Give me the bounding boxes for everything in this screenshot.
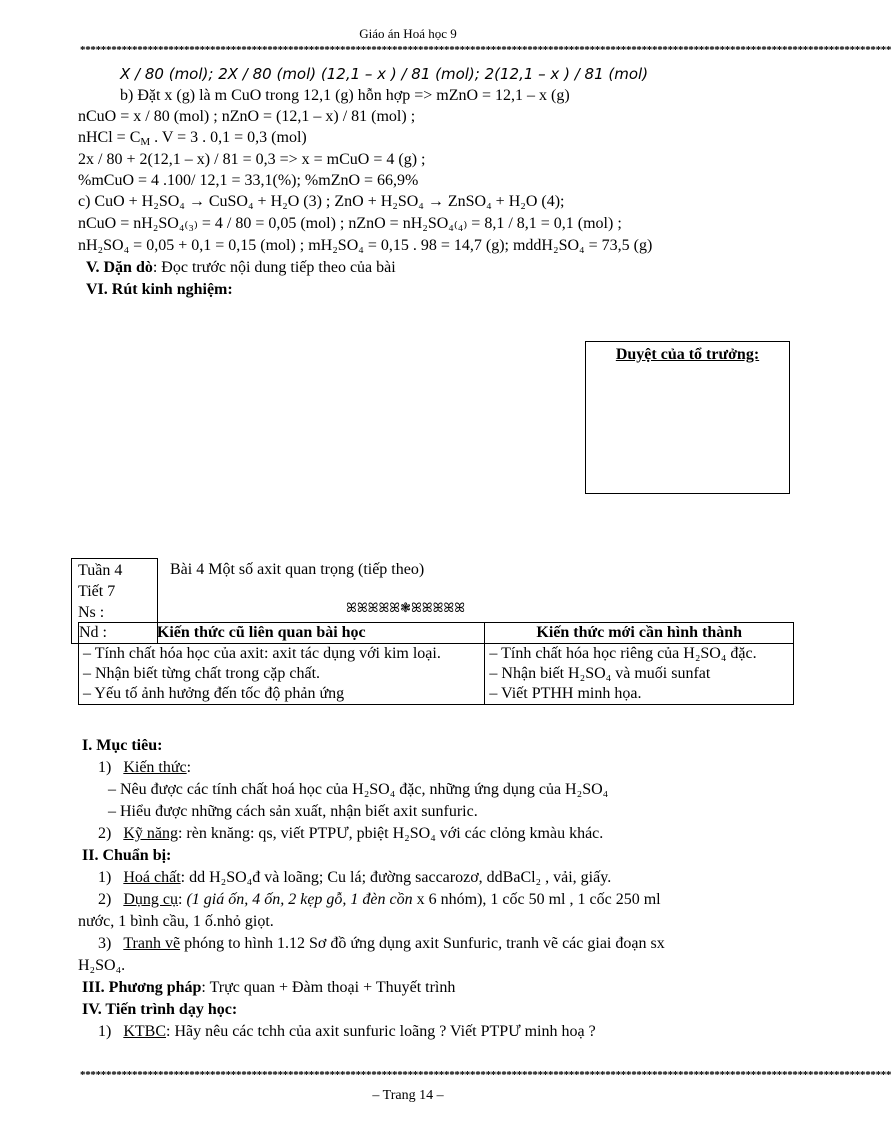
objectives-knowledge: [98, 758, 191, 778]
knowledge-table: [78, 622, 794, 705]
objectives-k1: – Nêu được các tính chất hoá học của H₂SO₄ đặc, những ứng dụng của H₂SO₄: [108, 781, 609, 798]
process-ktbc: [98, 1022, 596, 1042]
preparation-drawings-cont: H₂SO₄.: [78, 957, 126, 974]
lesson-ornament: ꕤꕤꕤꕤꕤ❃ꕤꕤꕤꕤꕤ: [346, 601, 466, 616]
solution-line-eq: 2x / 80 + 2(12,1 – x) / 81 = 0,3 => x = mCuO = 4 (g) ;: [78, 151, 426, 168]
section-vi-label: VI. Rút kinh nghiệm:: [86, 281, 233, 298]
skills-text: : rèn knăng: qs, viết PTPƯ, pbiệt H₂SO₄ với các clỏng kmàu khác.: [177, 825, 604, 842]
footer-separator: ************************************************************************************************************************************************************: [80, 1069, 891, 1081]
lesson-nd: Nd :: [79, 624, 107, 641]
process-heading-text: IV. Tiến trình dạy học:: [82, 1001, 238, 1018]
old-knowledge-item: – Nhận biết từng chất trong cặp chất.: [83, 665, 321, 682]
ktbc-text: : Hãy nêu các tchh của axit sunfuric loãng ? Viết PTPƯ minh hoạ ?: [166, 1023, 596, 1040]
chemicals-label: Hoá chất: [123, 869, 181, 886]
ktbc-label: KTBC: [123, 1023, 166, 1040]
old-knowledge-item: – Tính chất hóa học của axit: axit tác dụng với kim loại.: [83, 645, 441, 662]
approval-box-title: Duyệt của tổ trưởng:: [615, 346, 760, 363]
objectives-k2: – Hiểu được những cách sản xuất, nhận biết axit sunfuric.: [108, 803, 478, 820]
new-knowledge-item: – Nhận biết H₂SO₄ và muối sunfat: [489, 665, 711, 682]
lesson-tiet: Tiết 7: [78, 583, 116, 600]
preparation-heading-text: II. Chuẩn bị:: [82, 847, 172, 864]
knowledge-label: Kiến thức: [123, 759, 187, 776]
drawings-num: 3): [98, 935, 112, 952]
lesson-ns: Ns :: [78, 604, 105, 621]
col-new-knowledge: Kiến thức mới cần hình thành: [485, 623, 794, 644]
new-knowledge-cell: [485, 644, 794, 705]
solution-line-n2: nCuO = nH₂SO₄₍₃₎ = 4 / 80 = 0,05 (mol) ; nZnO = nH₂SO₄₍₄₎ = 8,1 / 8,1 = 0,1 (mol) ;: [78, 215, 622, 232]
preparation-tools: 2) Dụng cụ: (1 giá ốn, 4 ốn, 2 kẹp gỗ, 1 đèn cồn x 6 nhóm), 1 cốc 50 ml , 1 cốc 250 ml: [98, 891, 661, 908]
knowledge-table-header-row: [79, 623, 794, 644]
preparation-chemicals: [98, 868, 611, 888]
drawings-label: Tranh vẽ: [123, 935, 181, 952]
knowledge-colon: :: [186, 759, 192, 776]
solution-line-0: X / 80 (mol); 2X / 80 (mol) (12,1 – x ) / 81 (mol); 2(12,1 – x ) / 81 (mol): [120, 65, 649, 83]
objectives-skills: [98, 824, 603, 844]
method-label: III. Phương pháp: [82, 979, 202, 996]
solution-line-c: c) CuO + H₂SO₄ → CuSO₄ + H₂O (3) ; ZnO + H₂SO₄ → ZnSO₄ + H₂O (4);: [78, 193, 565, 210]
lesson-nd-cell: [79, 623, 153, 644]
header-separator: ************************************************************************************************************************************************************: [80, 44, 891, 56]
page-header-title: Giáo án Hoá học 9: [359, 26, 457, 41]
old-knowledge-cell: [79, 644, 485, 705]
new-knowledge-item: – Viết PTHH minh họa.: [489, 685, 642, 702]
hcl-sub: M: [140, 136, 151, 148]
section-v-label: V. Dặn dò: [86, 259, 153, 276]
new-knowledge-item: – Tính chất hóa học riêng của H₂SO₄ đặc.: [489, 645, 757, 662]
skills-label: Kỹ năng: [123, 825, 178, 842]
solution-line-n1: nCuO = x / 80 (mol) ; nZnO = (12,1 – x) / 81 (mol) ;: [78, 108, 416, 125]
section-v-text: : Đọc trước nội dung tiếp theo của bài: [152, 259, 396, 276]
knowledge-num: 1): [98, 759, 112, 776]
solution-line-hcl: [78, 128, 307, 148]
section-v: [86, 258, 396, 278]
knowledge-table-body-row: [79, 644, 794, 705]
lesson-tuan: Tuần 4: [78, 562, 123, 579]
tools-text: x 6 nhóm), 1 cốc 50 ml , 1 cốc 250 ml: [412, 891, 661, 908]
preparation-drawings: [98, 934, 665, 954]
page-number: – Trang 14 –: [372, 1088, 444, 1103]
skills-num: 2): [98, 825, 112, 842]
old-knowledge-item: – Yếu tố ảnh hưởng đến tốc độ phản ứng: [83, 685, 345, 702]
preparation-heading: [82, 846, 171, 866]
method-text: : Trực quan + Đàm thoại + Thuyết trình: [201, 979, 456, 996]
method: [82, 978, 455, 998]
tools-num: 2): [98, 891, 112, 908]
chemicals-text: : dd H₂SO₄đ và loãng; Cu lá; đường saccarozơ, ddBaCl₂ , vải, giấy.: [180, 869, 612, 886]
process-heading: [82, 1000, 237, 1020]
section-vi: [86, 280, 233, 300]
hcl-rest: . V = 3 . 0,1 = 0,3 (mol): [150, 129, 307, 146]
tools-italic: (1 giá ốn, 4 ốn, 2 kẹp gỗ, 1 đèn cồn: [186, 891, 413, 908]
objectives-heading-text: I. Mục tiêu:: [82, 737, 163, 754]
approval-box: [585, 341, 790, 494]
solution-line-n3: nH₂SO₄ = 0,05 + 0,1 = 0,15 (mol) ; mH₂SO₄ = 0,15 . 98 = 14,7 (g); mddH₂SO₄ = 73,5 (g): [78, 237, 653, 254]
chemicals-num: 1): [98, 869, 112, 886]
hcl-text: nHCl = C: [78, 129, 141, 146]
ktbc-num: 1): [98, 1023, 112, 1040]
col-old-knowledge: Kiến thức cũ liên quan bài học: [153, 623, 485, 644]
preparation-tools-cont: nước, 1 bình cầu, 1 ố.nhỏ giọt.: [78, 913, 274, 930]
drawings-text: phóng to hình 1.12 Sơ đồ ứng dụng axit Sunfuric, tranh vẽ các giai đoạn sx: [180, 935, 665, 952]
lesson-title: Bài 4 Một số axit quan trọng (tiếp theo): [170, 561, 425, 578]
solution-line-b: b) Đặt x (g) là m CuO trong 12,1 (g) hỗn hợp => mZnO = 12,1 – x (g): [120, 87, 570, 104]
solution-line-pct: %mCuO = 4 .100/ 12,1 = 33,1(%); %mZnO = 66,9%: [78, 172, 419, 189]
tools-label: Dụng cụ: [123, 891, 178, 908]
objectives-heading: [82, 736, 162, 756]
